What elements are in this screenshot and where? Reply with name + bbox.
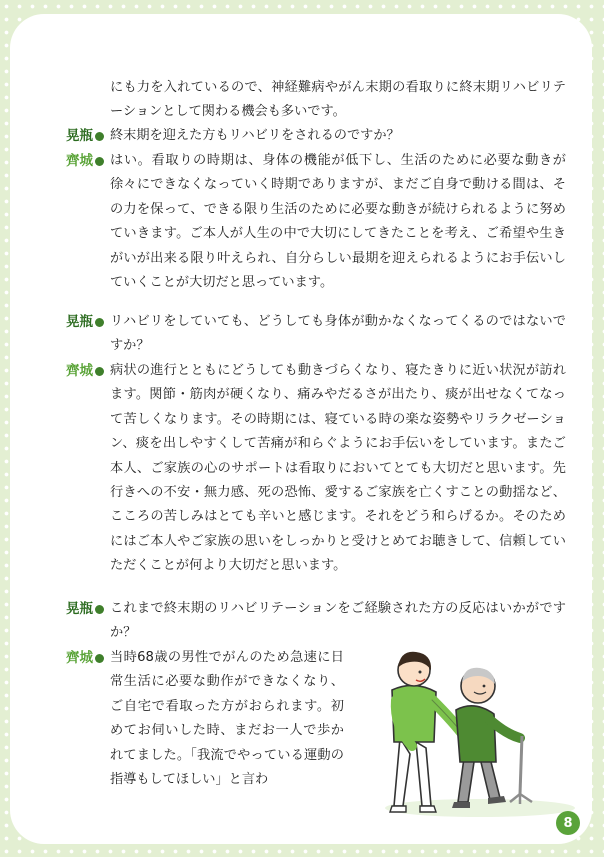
paragraph-question-1 <box>66 124 566 148</box>
speaker-name: 齊城 <box>66 363 93 379</box>
speaker-name: 晃瓶 <box>66 314 93 330</box>
paragraph-continuation <box>66 76 566 125</box>
paragraph-text: 病状の進行とともにどうしても動きづらくなり、寝たきりに近い状況が訪れます。関節・筋肉が硬くなり、痛みやだるさが出たり、痰が出せなくてなって苦しくなります。その時期には、寝ている時の楽な姿勢やリラクゼーション、痰を出しやすくして苦痛が和らぐようにお手伝いをしています。またご本人、ご家族の心のサポートは看取りにおいてとても大切だと思います。先行きへの不安・無力感、死の恐怖、愛するご家族を亡くすことの動揺など、こころの苦しみはとても辛いと感じます。それをどう和らげるか。そのためにはご本人やご家族の思いをしっかりと受けとめてお聴きして、信頼していただくことが何より大切だと思います。 <box>110 363 566 574</box>
page-number-badge: 8 <box>556 811 580 835</box>
speaker-name: 晃瓶 <box>66 128 93 144</box>
speaker-label <box>66 124 106 148</box>
caregiver-elderly-walking-illustration <box>370 630 580 820</box>
bullet-dot-icon <box>95 318 104 327</box>
paragraph-answer-2 <box>66 359 566 579</box>
speaker-label <box>66 597 106 621</box>
speaker-label <box>66 310 106 334</box>
paragraph-text: これまで終末期のリハビリテーションをご経験された方の反応はいかがですか？ <box>110 601 566 641</box>
bullet-dot-icon <box>95 654 104 663</box>
bullet-dot-icon <box>95 605 104 614</box>
paragraph-text: リハビリをしていても、どうしても身体が動かなくなってくるのではないですか？ <box>110 314 566 354</box>
bullet-dot-icon <box>95 157 104 166</box>
paragraph-text: はい。看取りの時期は、身体の機能が低下し、生活のために必要な動きが徐々にできなくなっていく時期でありますが、まだご自身で動ける間は、その力を保って、できる限り生活のために必要な動きが続けられるように努めていきます。ご本人が人生の中で大切にしてきたことを考え、ご希望や生きがいが出来る限り叶えられ、自分らしい最期を迎えられるようにお手伝いしていくことが大切だと思っています。 <box>110 153 566 291</box>
speaker-name: 晃瓶 <box>66 601 93 617</box>
paragraph-text: にも力を入れているので、神経難病やがん末期の看取りに終末期リハビリテーションとして関わる機会も多いです。 <box>110 80 566 120</box>
speaker-label <box>66 359 106 383</box>
paragraph-text: 終末期を迎えた方もリハビリをされるのですか？ <box>110 128 400 143</box>
paragraph-answer-1 <box>66 149 566 295</box>
bullet-dot-icon <box>95 132 104 141</box>
speaker-label <box>66 149 106 173</box>
speaker-name: 齊城 <box>66 153 93 169</box>
speaker-label <box>66 646 106 670</box>
speaker-name: 齊城 <box>66 650 93 666</box>
paragraph-question-2 <box>66 310 566 359</box>
paragraph-text: 当時68歳の男性でがんのため急速に日常生活に必要な動作ができなくなり、ご自宅で看取った方がおられます。初めてお伺いした時、まだお一人で歩かれてました。「我流でやっている運動の指導もしてほしい」と言わ <box>110 650 344 788</box>
page-sheet <box>10 14 592 844</box>
bullet-dot-icon <box>95 367 104 376</box>
